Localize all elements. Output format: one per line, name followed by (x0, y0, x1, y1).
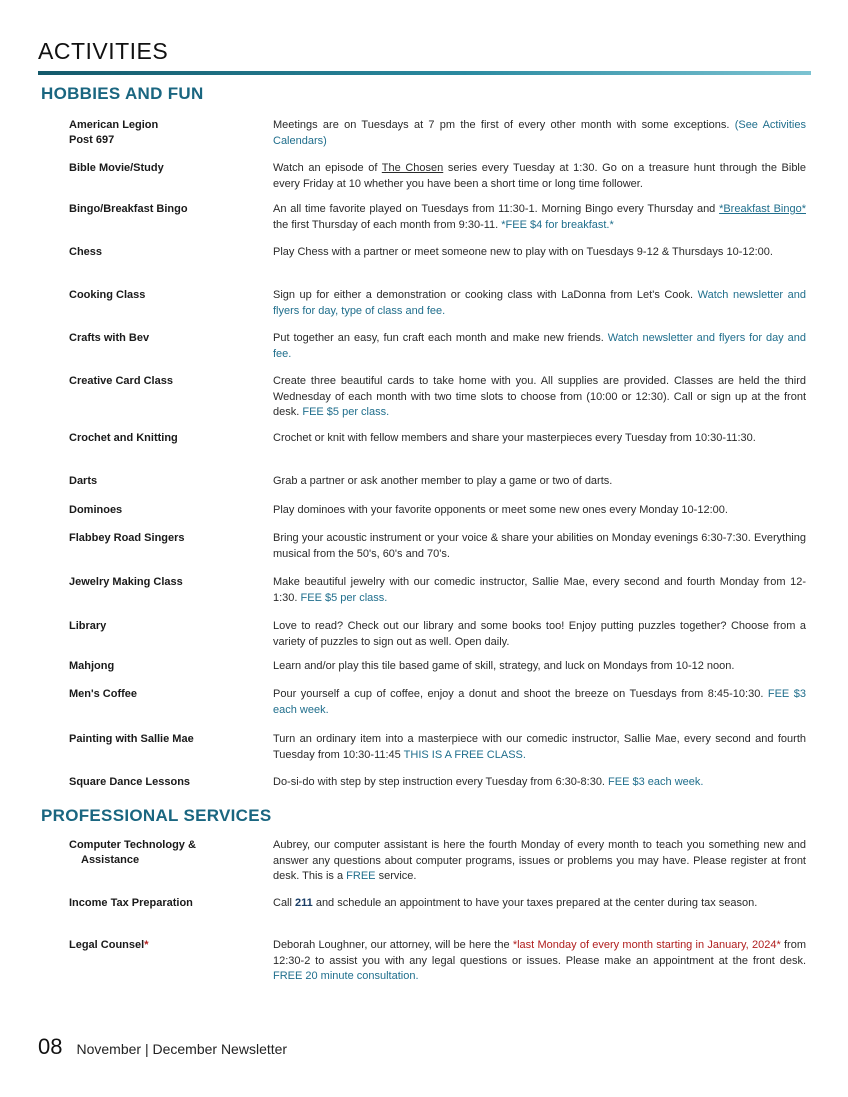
entry-description: Bring your acoustic instrument or your voice & share your abilities on Monday evenings 6:30-7:30. Everything musical from the 50's, 60's and 70's. (273, 532, 806, 560)
entry-description: Put together an easy, fun craft each month and make new friends. Watch newsletter and flyers for day and fee. (273, 332, 807, 360)
page-footer (38, 1034, 287, 1060)
newsletter-label: November | December Newsletter (76, 1041, 288, 1057)
entry-name: Mahjong (69, 660, 115, 672)
entry-name: Creative Card Class (69, 375, 173, 387)
entry-name: Chess (69, 246, 103, 258)
entry-name: Painting with Sallie Mae (69, 733, 194, 745)
breakfast-bingo-link[interactable]: *Breakfast Bingo* (719, 203, 806, 215)
entry-name: Bible Movie/Study (69, 162, 164, 174)
entry-description: Call 211 and schedule an appointment to have your taxes prepared at the center during tax season. (273, 897, 758, 909)
entry-description: Create three beautiful cards to take home with you. All supplies are provided. Classes are held the third Wednesday of each month with two time slots to choose from (10:00 or 12:30). Call or sign up at the front desk. FEE $5 per class. (273, 375, 806, 418)
entry-description: Love to read? Check out our library and some books too! Enjoy putting puzzles together? Choose from a variety of puzzles to sign out as well. Open daily. (273, 620, 806, 648)
entry-description: Make beautiful jewelry with our comedic instructor, Sallie Mae, every second and fourth Monday from 12-1:30. FEE $5 per class. (273, 576, 806, 604)
entry-name: Men's Coffee (69, 688, 138, 700)
entry-description: Pour yourself a cup of coffee, enjoy a donut and shoot the breeze on Tuesdays from 8:45-10:30. FEE $3 each week. (273, 688, 806, 716)
entry-name: Crochet and Knitting (69, 432, 178, 444)
entry-name: Income Tax Preparation (69, 897, 193, 909)
entry-description: Watch an episode of The Chosen series every Tuesday at 1:30. Go on a treasure hunt through the Bible every Friday at 10 whether you have been a short time or long time follower. (273, 162, 806, 190)
entry-description: Learn and/or play this tile based game of skill, strategy, and luck on Mondays from 10-12 noon. (273, 660, 735, 672)
page-title: ACTIVITIES (38, 38, 169, 64)
entry-name: Dominoes (69, 504, 123, 516)
entry-description: An all time favorite played on Tuesdays from 11:30-1. Morning Bingo every Thursday and *Breakfast Bingo* the first Thursday of each month from 9:30-11. *FEE $4 for breakfast.* (273, 203, 806, 231)
entry-name: Bingo/Breakfast Bingo (69, 203, 188, 215)
entry-name: Library (69, 620, 107, 632)
entry-description: Sign up for either a demonstration or cooking class with LaDonna from Let's Cook. Watch newsletter and flyers for day, type of class and fee. (273, 289, 806, 317)
section-heading-hobbies: HOBBIES AND FUN (41, 84, 204, 103)
entry-name: Flabbey Road Singers (69, 532, 185, 544)
entry-name: American Legion Post 697 (69, 119, 159, 146)
page-number: 08 (38, 1034, 63, 1059)
entry-description: Crochet or knit with fellow members and share your masterpieces every Tuesday from 10:30-11:30. (273, 432, 756, 444)
entry-name: Crafts with Bev (69, 332, 150, 344)
title-rule (38, 71, 811, 75)
entry-description: Play dominoes with your favorite opponents or meet some new ones every Monday 10-12:00. (273, 504, 728, 516)
entry-description: Grab a partner or ask another member to play a game or two of darts. (273, 475, 613, 487)
entry-name: Square Dance Lessons (69, 776, 191, 788)
entry-name: Legal Counsel* (69, 939, 149, 951)
entry-name: Computer Technology & Assistance (69, 839, 196, 866)
entry-name: Jewelry Making Class (69, 576, 183, 588)
section-heading-professional: PROFESSIONAL SERVICES (41, 806, 272, 825)
entry-name: Cooking Class (69, 289, 146, 301)
entry-description: Do-si-do with step by step instruction every Tuesday from 6:30-8:30. FEE $3 each week. (273, 776, 704, 788)
entry-description: Aubrey, our computer assistant is here the fourth Monday of every month to teach you something new and answer any questions about computer programs, issues or problems you may have. Please register at front desk. This is a FREE service. (273, 839, 806, 882)
entry-description: Meetings are on Tuesdays at 7 pm the first of every other month with some exceptions. (See Activities Calendars) (273, 119, 806, 147)
the-chosen-link[interactable]: The Chosen (381, 162, 444, 174)
entry-description: Deborah Loughner, our attorney, will be here the *last Monday of every month starting in January, 2024* from 12:30-2 to assist you with any legal questions or issues. Please make an appointment at the front desk. FREE 20 minute consultation. (273, 939, 806, 982)
entry-description: Play Chess with a partner or meet someone new to play with on Tuesdays 9-12 & Thursdays 10-12:00. (273, 246, 773, 258)
entry-name: Darts (69, 475, 98, 487)
entry-description: Turn an ordinary item into a masterpiece with our comedic instructor, Sallie Mae, every second and fourth Tuesday from 10:30-11:45 THIS IS A FREE CLASS. (273, 733, 806, 761)
